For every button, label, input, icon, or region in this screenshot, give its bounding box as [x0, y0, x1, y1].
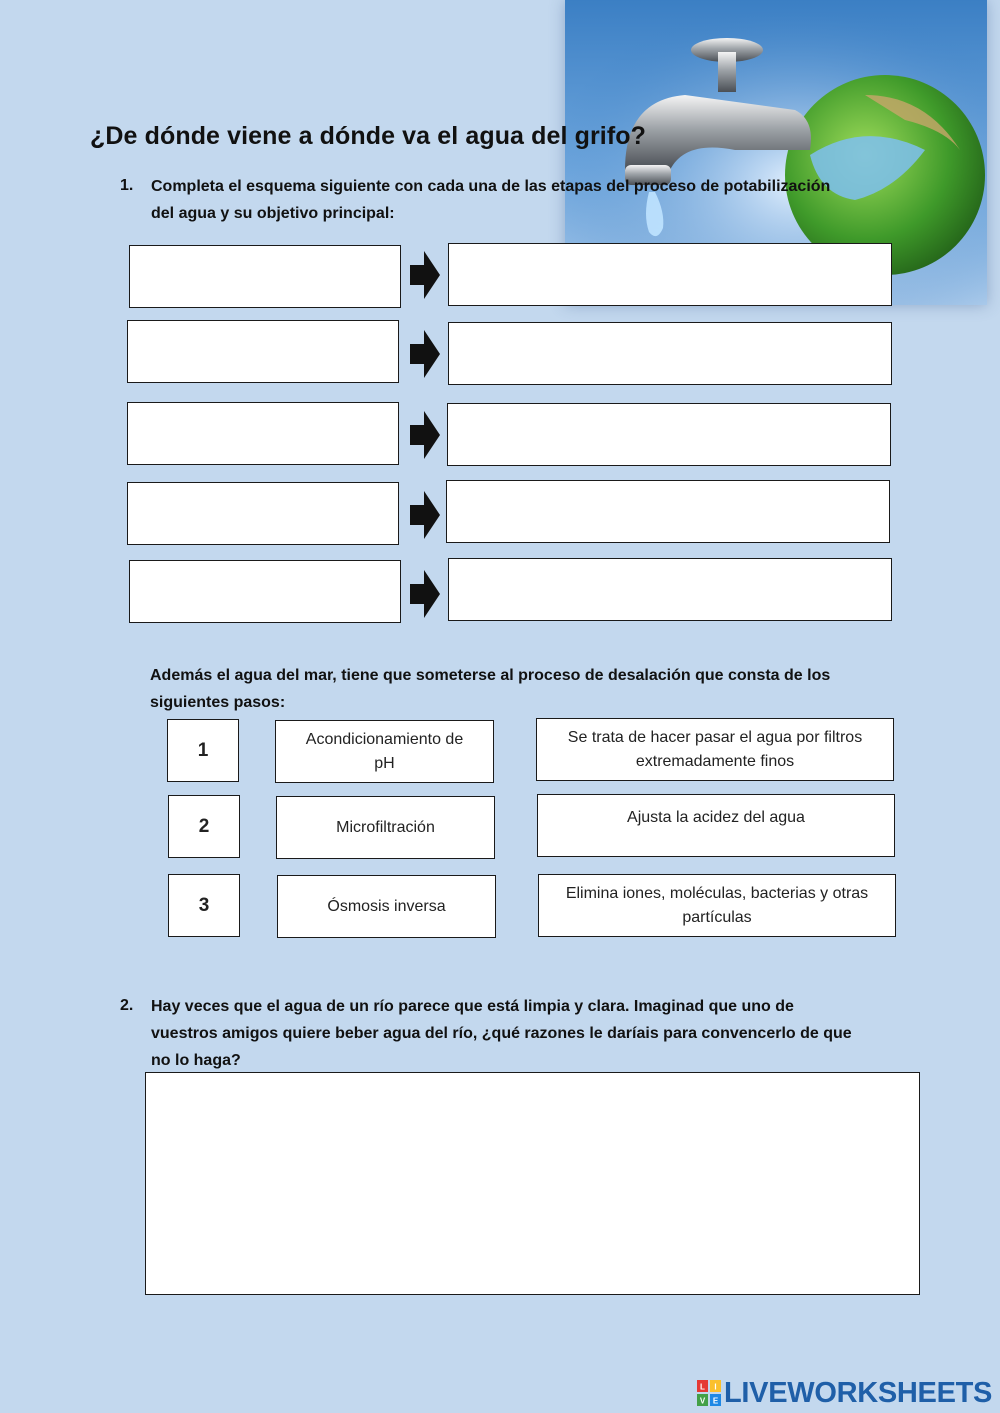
question-2-text-line-1: Hay veces que el agua de un río parece que está limpia y clara. Imaginad que uno de	[151, 998, 794, 1015]
objective-input-1[interactable]	[448, 243, 892, 306]
stage-input-5[interactable]	[129, 560, 401, 623]
svg-text:V: V	[699, 1396, 706, 1406]
objective-input-3[interactable]	[447, 403, 891, 466]
step-description-card[interactable]: Elimina iones, moléculas, bacterias y otras partículas	[538, 874, 896, 937]
question-1-number: 1.	[120, 177, 134, 194]
liveworksheets-logo[interactable]	[697, 1375, 992, 1411]
right-arrow-icon	[410, 330, 440, 378]
step-number-box: 2	[168, 795, 240, 858]
stage-input-2[interactable]	[127, 320, 399, 383]
right-arrow-icon	[410, 251, 440, 299]
step-description-card[interactable]: Ajusta la acidez del agua	[537, 794, 895, 857]
question-2-number: 2.	[120, 997, 134, 1014]
question-1-text-line-2: del agua y su objetivo principal:	[151, 205, 395, 222]
step-name-card[interactable]: Ósmosis inversa	[277, 875, 496, 938]
liveworksheets-badge-icon	[697, 1380, 721, 1406]
step-name-card[interactable]: Microfiltración	[276, 796, 495, 859]
question-1-text-line-1: Completa el esquema siguiente con cada una de las etapas del proceso de potabilización	[151, 178, 831, 195]
svg-text:E: E	[712, 1396, 719, 1406]
right-arrow-icon	[410, 411, 440, 459]
desalination-intro-line-1: Además el agua del mar, tiene que someterse al proceso de desalación que consta de los	[150, 667, 831, 684]
step-name-card[interactable]: Acondicionamiento de pH	[275, 720, 494, 783]
question-2-text-line-3: no lo haga?	[151, 1052, 241, 1069]
objective-input-4[interactable]	[446, 480, 890, 543]
desalination-intro-line-2: siguientes pasos:	[150, 694, 286, 711]
step-number-box: 1	[167, 719, 239, 782]
stage-input-1[interactable]	[129, 245, 401, 308]
right-arrow-icon	[410, 491, 440, 539]
svg-text:I: I	[714, 1382, 717, 1392]
question-2-text-line-2: vuestros amigos quiere beber agua del río, ¿qué razones le daríais para convencerlo de que	[151, 1025, 852, 1042]
objective-input-2[interactable]	[448, 322, 892, 385]
liveworksheets-wordmark: LIVEWORKSHEETS	[724, 1376, 993, 1409]
step-number-box: 3	[168, 874, 240, 937]
page-title: ¿De dónde viene a dónde va el agua del grifo?	[90, 122, 646, 150]
stage-input-4[interactable]	[127, 482, 399, 545]
stage-input-3[interactable]	[127, 402, 399, 465]
objective-input-5[interactable]	[448, 558, 892, 621]
step-description-card[interactable]: Se trata de hacer pasar el agua por filtros extremadamente finos	[536, 718, 894, 781]
answer-textarea[interactable]	[145, 1072, 920, 1295]
right-arrow-icon	[410, 570, 440, 618]
svg-text:L: L	[700, 1382, 705, 1392]
